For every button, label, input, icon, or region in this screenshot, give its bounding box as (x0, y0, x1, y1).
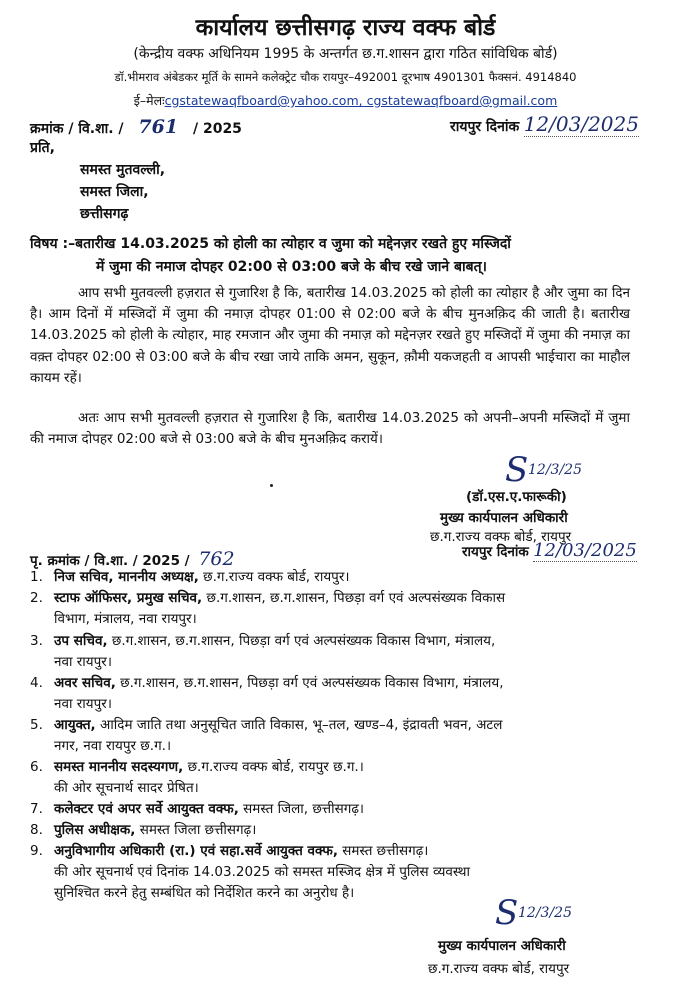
item-details: छ.ग.शासन, छ.ग.शासन, पिछड़ा वर्ग एवं अल्पसंख्यक विकास विभाग, मंत्रालय, (115, 675, 504, 691)
subject-line-1 (30, 234, 511, 253)
item-details: आदिम जाति तथा अनुसूचित जाति विकास, भू–तल, खण्ड–4, इंद्रावती भवन, अटल (95, 717, 503, 733)
item-details-cont: नवा रायपुर। (54, 654, 112, 671)
email-line (0, 92, 691, 109)
item-details-cont: की ओर सूचनार्थ सादर प्रेषित। (54, 780, 199, 797)
ref-number-handwritten: 761 (138, 116, 179, 138)
item-number: 6. (30, 759, 43, 775)
place-date-line (450, 112, 639, 136)
item-details: समस्त जिला छत्तीसगढ़। (135, 822, 257, 838)
item-recipient: अवर सचिव, (54, 675, 116, 691)
subject-text-1: बतारीख 14.03.2025 को होली का त्योहार व जुमा को मद्देनज़र रखते हुए मस्जिदों (75, 236, 511, 252)
prati-label: प्रति, (30, 140, 55, 156)
signature-scribble-2: S (495, 893, 519, 933)
office-address: डॉ.भीमराव अंबेडकर मूर्ति के सामने कलेक्ट्रेट चौक रायपुर–492001 दूरभाष 4901301 फैक्सनं. 4914840 (114, 70, 577, 84)
ref-prefix: क्रमांक / वि.शा. / (30, 121, 124, 137)
closing-request (54, 862, 630, 904)
subject-line-2: में जुमा की नमाज दोपहर 02:00 से 03:00 बजे के बीच रखे जाने बाबत्। (96, 259, 487, 275)
date-handwritten: 12/03/2025 (523, 112, 639, 136)
item-details-cont: नवा रायपुर। (54, 696, 112, 713)
item-recipient: पुलिस अधीक्षक, (54, 822, 136, 838)
item-recipient: निज सचिव, माननीय अध्यक्ष, (54, 569, 199, 585)
place-date-line-2 (462, 540, 637, 561)
copy-item-4 (30, 673, 630, 715)
officer-designation-2: मुख्य कार्यपालन अधिकारी (438, 938, 566, 954)
signature-date-2: 12/3/25 (518, 905, 572, 921)
addressee-line-2: समस्त जिला, (80, 184, 149, 200)
item-recipient: उप सचिव, (54, 633, 108, 649)
copy-item-9 (30, 841, 630, 862)
item-details: छ.ग.राज्य वक्फ बोर्ड, रायपुर छ.ग.। (183, 759, 364, 775)
statutory-subtitle: (केन्द्रीय वक्फ अधिनियम 1995 के अन्तर्गत छ.ग.शासन द्वारा गठित सांविधिक बोर्ड) (133, 46, 558, 62)
officer-office: छ.ग.राज्य वक्फ बोर्ड, रायपुर (430, 529, 572, 545)
item-recipient: अनुविभागीय अधिकारी (रा.) एवं सहा.सर्वे आयुक्त वक्फ, (54, 843, 338, 859)
item-number: 7. (30, 801, 43, 817)
reference-line (30, 116, 242, 138)
item-details: छ.ग.शासन, छ.ग.शासन, पिछड़ा वर्ग एवं अल्पसंख्यक विकास (202, 590, 506, 606)
item-recipient: कलेक्टर एवं अपर सर्वे आयुक्त वक्फ, (54, 801, 239, 817)
signature-date-1: 12/3/25 (528, 462, 582, 478)
addressee-line-3: छत्तीसगढ़ (80, 206, 129, 222)
copy-item-5 (30, 715, 630, 757)
item-details: छ.ग.राज्य वक्फ बोर्ड, रायपुर। (198, 569, 350, 585)
addressee-line-1: समस्त मुतवल्ली, (80, 162, 166, 178)
copy-ref-number-handwritten: 762 (198, 548, 235, 570)
copy-item-7 (30, 799, 630, 820)
subject-label: विषय :– (30, 236, 76, 252)
officer-office-2: छ.ग.राज्य वक्फ बोर्ड, रायपुर (428, 961, 570, 977)
item-recipient: समस्त माननीय सदस्यगण, (54, 759, 184, 775)
email-label: ई–मेलः (133, 93, 165, 108)
officer-designation: मुख्य कार्यपालन अधिकारी (440, 510, 568, 526)
item-number: 1. (30, 569, 43, 585)
closing-line-1: की ओर सूचनार्थ एवं दिनांक 14.03.2025 को समस्त मस्जिद क्षेत्र में पुलिस व्यवस्था (54, 864, 471, 880)
copy-item-6 (30, 757, 630, 799)
item-details-cont: नगर, नवा रायपुर छ.ग.। (54, 738, 172, 755)
copy-item-1 (30, 567, 630, 588)
item-details: छ.ग.शासन, छ.ग.शासन, पिछड़ा वर्ग एवं अल्पसंख्यक विकास विभाग, मंत्रालय, (107, 633, 496, 649)
email-links[interactable]: cgstatewaqfboard@yahoo.com, cgstatewaqfboard@gmail.com (164, 93, 558, 108)
copy-item-3 (30, 631, 630, 673)
item-number: 3. (30, 633, 43, 649)
item-number: 4. (30, 675, 43, 691)
office-title: कार्यालय छत्तीसगढ़ राज्य वक्फ बोर्ड (195, 15, 496, 41)
item-number: 5. (30, 717, 43, 733)
officer-name: (डॉ.एस.ए.फारूकी) (466, 489, 567, 505)
signature-scribble-1: S (505, 450, 529, 490)
item-details: समस्त छत्तीसगढ़। (337, 843, 429, 859)
item-number: 2. (30, 590, 43, 606)
body-paragraph-1: आप सभी मुतवल्ली हज़रात से गुजारिश है कि, बतारीख 14.03.2025 को होली का त्योहार है और जुमा का दिन है। आम दिनों में मस्जिदों में जुमा की नमाज़ दोपहर 01:00 से 02:00 बजे के बीच मुनअक़िद की जाती है। बतारीख 14.03.2025 को होली के त्योहार, माह रमजान और जुमा की नमाज़ को मद्देनज़र रखते हुए मस्जिदों में जुमा की नमाज़ का वक़्त दोपहर 02:00 से 03:00 बजे के बीच रखा जाये ताकि अमन, सुकून, क़ौमी यकजहती व आपसी भाईचारा का माहौल कायम रहें। (30, 285, 631, 386)
ink-dot (270, 484, 273, 487)
copy-item-2 (30, 588, 630, 630)
item-recipient: आयुक्त, (54, 717, 96, 733)
item-number: 9. (30, 843, 43, 859)
item-number: 8. (30, 822, 43, 838)
item-recipient: स्टाफ ऑफिसर, प्रमुख सचिव, (54, 590, 203, 606)
closing-line-2: सुनिश्चित करने हेतु सम्बंधित को निर्देशित करने का अनुरोध है। (54, 885, 355, 902)
item-details-cont: विभाग, मंत्रालय, नवा रायपुर। (54, 611, 197, 628)
copy-item-8 (30, 820, 630, 841)
place-date-label-2: रायपुर दिनांक (462, 544, 529, 560)
date-handwritten-2: 12/03/2025 (533, 540, 637, 561)
body-paragraph-2: अतः आप सभी मुतवल्ली हज़रात से गुजारिश है कि, बतारीख 14.03.2025 को अपनी–अपनी मस्जिदों में जुमा की नमाज दोपहर 02:00 बजे से 03:00 बजे के बीच मुनअक़िद करायें। (30, 410, 630, 448)
copy-ref-prefix: पृ. क्रमांक / वि.शा. / 2025 / (30, 553, 190, 569)
place-date-label: रायपुर दिनांक (450, 119, 520, 135)
ref-year: / 2025 (192, 121, 242, 137)
item-details: समस्त जिला, छत्तीसगढ़। (238, 801, 365, 817)
